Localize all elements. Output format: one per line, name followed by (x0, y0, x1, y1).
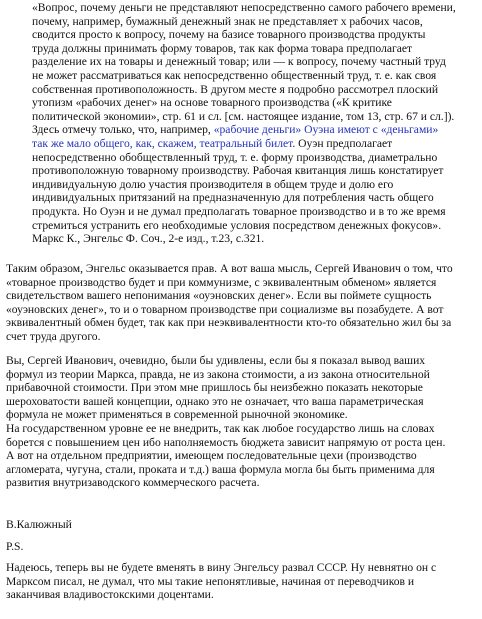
paragraph-line: На государственном уровне ее не внедрить, так как любое государство лишь на словах (6, 421, 435, 435)
quote-text-segment: Здесь отмечу только, что, например, (32, 123, 214, 137)
paragraph-formula-discussion (6, 354, 478, 490)
signature-text: В.Калюжный (6, 518, 72, 531)
highlighted-text: так же мало общего, как, скажем, театральный билет (32, 136, 293, 150)
quote-line: противоположную товарному производству. Рабочая квитанция лишь констатирует (32, 164, 444, 178)
marx-quote-block (32, 1, 478, 246)
quote-line: не может рассматриваться как непосредственно общественный труд, т. е. как своя (32, 68, 437, 82)
paragraph-postscript (6, 561, 478, 602)
quote-line: труда должны принимать форму товаров, так как форма товара предполагает (32, 41, 413, 55)
paragraph-line: счет труда другого. (6, 329, 101, 343)
quote-line: собственная противоположность. В другом месте я подробно рассмотрел плоский (32, 82, 439, 96)
author-signature (6, 518, 478, 532)
paragraph-line: заканчивая владивостокскими доцентами. (6, 588, 214, 602)
paragraph-line: борется с повышением цен ибо наполняемость бюджета зависит напрямую от роста цен. (6, 435, 446, 449)
quote-line-with-highlight (32, 123, 478, 137)
paragraph-line: А вот на отдельном предприятии, имеющем последовательные цехи (производство (6, 449, 417, 463)
paragraph-line: развития внутризаводского коммерческого расчета. (6, 476, 260, 490)
quote-line: индивидуальных притязаний на предназначенную для потребления часть общего (32, 191, 434, 205)
paragraph-line: «оуэновских денег», то и о товарном производстве при социализме вы позабудете. А вот (6, 302, 444, 316)
quote-line: «Вопрос, почему деньги не представляют непосредственно самого рабочего времени, (32, 1, 456, 14)
quote-text-segment: . Оуэн предполагает (292, 136, 393, 150)
quote-line: почему, например, бумажный денежный знак не представляет х рабочих часов, (32, 14, 423, 28)
paragraph-line: агломерата, чугуна, стали, проката и т.д.) ваша формула могла бы быть применима для (6, 462, 435, 476)
paragraph-engels-right (6, 262, 478, 344)
highlighted-text: «рабочие деньги» Оуэна имеют с «деньгами» (213, 123, 439, 137)
postscript-label (6, 540, 478, 554)
paragraph-line: Марксом писал, не думал, что мы такие непонятливые, начиная от переводчиков и (6, 574, 415, 588)
paragraph-line: Таким образом, Энгельс оказывается прав. А вот ваша мысль, Сергей Иванович о том, что (6, 262, 453, 275)
paragraph-line: формул из теории Маркса, правда, не из закона стоимости, а из закона относительной (6, 367, 430, 381)
quote-line: разделение их на товары и денежный товар; или — к вопросу, почему частный труд (32, 55, 446, 69)
quote-line: непосредственно обобществленный труд, т. е. форму производства, диаметрально (32, 150, 438, 164)
paragraph-line: эквивалентный обмен будет, так как при неэквивалентности кто-то обязательно жил бы за (6, 316, 452, 330)
paragraph-line: Надеюсь, теперь вы не будете вменять в вину Энгельсу развал СССР. Ну невнятно он с (6, 561, 437, 574)
paragraph-line: Вы, Сергей Иванович, очевидно, были бы удивлены, если бы я показал вывод ваших (6, 354, 426, 367)
quote-line-with-highlight (32, 137, 478, 151)
paragraph-line: свидетельством вашего непонимания «оуэновских денег». Если вы поймете сущность (6, 289, 432, 303)
ps-text: P.S. (6, 540, 24, 553)
paragraph-line: «товарное производство будет и при коммунизме, с эквивалентным обменом» является (6, 275, 437, 289)
quote-citation: Маркс К., Энгельс Ф. Соч., 2-е изд., т.23, с.321. (32, 232, 265, 246)
quote-line: политической экономии», стр. 61 и сл. [см. настоящее издание, том 13, стр. 67 и сл.]). (32, 109, 455, 123)
quote-line: стремиться устранить его необходимые условия посредством денежных фокусов». (32, 218, 442, 232)
quote-line: утопизм «рабочих денег» на основе товарного производства («К критике (32, 96, 392, 110)
paragraph-line: шероховатости вашей концепции, однако это не означает, что ваша параметрическая (6, 394, 424, 408)
quote-line: продукта. Но Оуэн и не думал предполагать товарное производство и в то же время (32, 204, 446, 218)
paragraph-line: формула не может применяться в современной рыночной экономике. (6, 408, 348, 422)
paragraph-line: прибавочной стоимости. При этом мне пришлось бы неизбежно показать некоторые (6, 381, 423, 395)
quote-line: индивидуальную долю участия производителя в общем труде и долю его (32, 177, 394, 191)
quote-line: сводится просто к вопросу, почему на базисе товарного производства продукты (32, 28, 426, 42)
